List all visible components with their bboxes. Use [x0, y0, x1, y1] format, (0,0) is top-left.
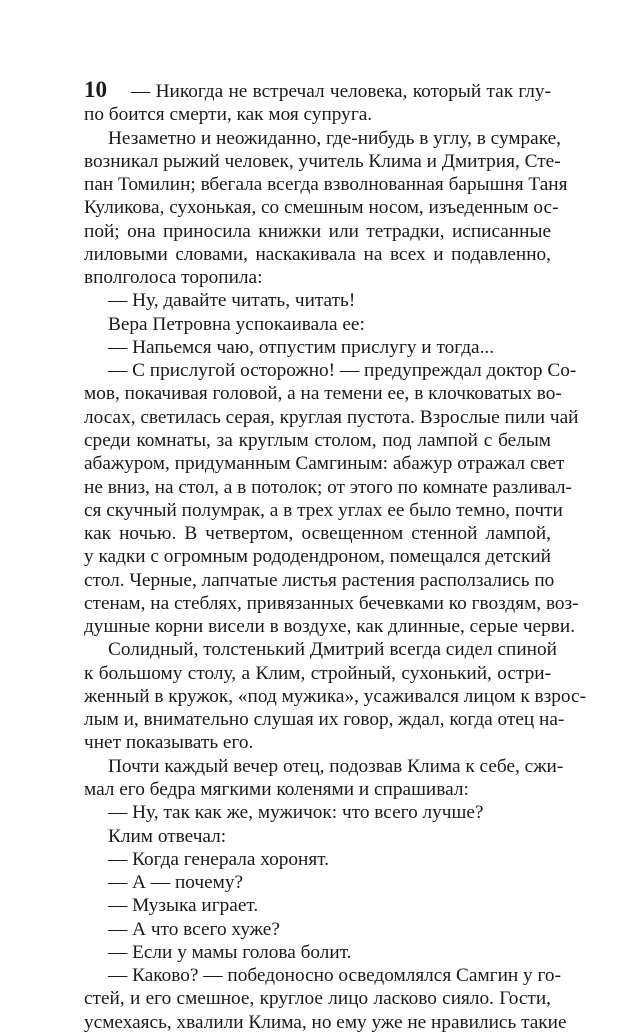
text-line: — Каково? — победоносно осведомлялся Самгин у го- [108, 965, 561, 987]
text-line: стол. Черные, лапчатые листья растения расползались по [84, 569, 555, 591]
text-line: пой; она приносила книжки или тетрадки, исписанные [84, 220, 551, 242]
text-line: — Музыка играет. [108, 895, 259, 917]
text-line: мов, покачивая головой, а на темени ее, в клочковатых во- [84, 383, 562, 405]
body-text [84, 80, 587, 1034]
text-line: — Напьемся чаю, отпустим прислугу и тогда... [108, 336, 495, 358]
text-line: душные корни висели в воздухе, как длинные, серые черви. [84, 616, 576, 638]
text-line: стей, и его смешное, круглое лицо ласково сияло. Гости, [84, 988, 551, 1010]
text-line: чнет показывать его. [84, 732, 254, 754]
text-line: по боится смерти, как моя супруга. [84, 104, 373, 126]
text-line: абажуром, придуманным Самгиным: абажур отражал свет [84, 453, 565, 475]
text-line: — А — почему? [108, 872, 244, 894]
text-line: Солидный, толстенький Дмитрий всегда сидел спиной [108, 639, 557, 661]
page-number: 10 [84, 77, 107, 102]
text-line: возникал рыжий человек, учитель Клима и Дмитрия, Сте- [84, 150, 561, 172]
text-line: усмехаясь, хвалили Клима, но ему уже не нравились такие [84, 1011, 567, 1033]
text-line: лым и, внимательно слушая их говор, ждал, когда отец на- [84, 709, 565, 731]
text-line: к большому столу, а Клим, стройный, сухонький, остри- [84, 662, 551, 684]
text-line: ся скучный полумрак, а в трех углах ее было темно, почти [84, 499, 563, 521]
text-line: Незаметно и неожиданно, где-нибудь в углу, в сумраке, [108, 127, 562, 149]
text-line: мал его бедра мягкими коленями и спрашивал: [84, 778, 469, 800]
text-line: у кадки с огромным рододендроном, помещался детский [84, 546, 551, 568]
text-line: — Ну, давайте читать, читать! [108, 290, 356, 312]
text-line: Куликова, сухонькая, со смешным носом, изъеденным ос- [84, 197, 559, 219]
text-line: — Ну, так как же, мужичок: что всего лучше? [108, 802, 484, 824]
text-line: — Если у мамы голова болит. [108, 941, 352, 963]
text-line: пан Томилин; вбегала всегда взволнованная барышня Таня [84, 174, 568, 196]
text-line: стенам, на стеблях, привязанных бечевками ко гвоздям, воз- [84, 592, 579, 614]
text-line: как ночью. В четвертом, освещенном стенной лампой, [84, 523, 551, 545]
text-line: женный в кружок, «под мужика», усаживался лицом к взрос- [84, 685, 587, 707]
text-line: среди комнаты, за круглым столом, под лампой с белым [84, 429, 551, 451]
text-line: не вниз, на стол, а в потолок; от этого по комнате разливал- [84, 476, 572, 498]
text-line: — Когда генерала хоронят. [108, 848, 330, 870]
text-line: Клим отвечал: [108, 825, 227, 847]
text-line: — С прислугой осторожно! — предупреждал доктор Со- [108, 360, 577, 382]
text-line: Вера Петровна успокаивала ее: [108, 313, 365, 335]
text-line: Почти каждый вечер отец, подозвав Клима к себе, сжи- [108, 755, 564, 777]
text-line: — Никогда не встречал человека, который так глу- [131, 81, 551, 102]
text-line: — А что всего хуже? [108, 918, 280, 940]
text-line: лиловыми словами, наскакивала на всех и подавленно, [84, 243, 551, 265]
text-line: лосах, светилась серая, круглая пустота. Взрослые пили чай [84, 406, 579, 428]
text-line: вполголоса торопила: [84, 267, 263, 289]
